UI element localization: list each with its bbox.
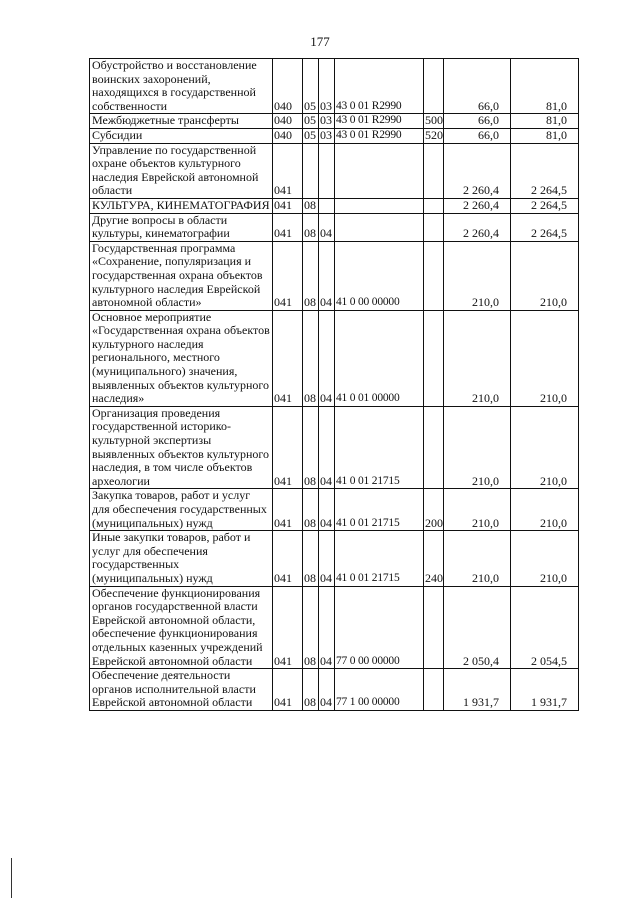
row-section-code: 08 [303,489,319,531]
row-ministry-code: 041 [273,198,303,213]
row-expense-type-code [424,669,444,711]
row-section-code: 08 [303,406,319,489]
row-amount-1: 66,0 [444,128,511,143]
row-expense-type-code [424,406,444,489]
table-row [90,143,579,198]
row-name: Управление по государственной охране объектов культурного наследия Еврейской автономной области [90,143,273,198]
row-ministry-code: 041 [273,489,303,531]
row-amount-2: 2 264,5 [511,213,579,241]
table-body [90,59,579,711]
row-section-code: 05 [303,59,319,114]
row-subsection-code: 04 [319,213,335,241]
row-subsection-code: 04 [319,406,335,489]
row-amount-2: 81,0 [511,128,579,143]
row-subsection-code: 03 [319,128,335,143]
row-ministry-code: 041 [273,241,303,310]
row-subsection-code: 04 [319,669,335,711]
row-subsection-code: 04 [319,586,335,669]
row-amount-1: 66,0 [444,59,511,114]
row-name: Обустройство и восстановление воинских захоронений, находящихся в государственной собственности [90,59,273,114]
row-ministry-code: 041 [273,143,303,198]
row-amount-2: 210,0 [511,489,579,531]
row-section-code: 08 [303,669,319,711]
table-row [90,531,579,586]
row-amount-1: 2 260,4 [444,213,511,241]
row-amount-2: 210,0 [511,310,579,406]
row-expense-type-code [424,59,444,114]
table-row [90,310,579,406]
row-name: Закупка товаров, работ и услуг для обеспечения государственных (муниципальных) нужд [90,489,273,531]
row-target-code: 41 0 01 21715 [335,489,424,531]
row-expense-type-code: 520 [425,128,443,142]
row-amount-2: 81,0 [511,59,579,114]
row-amount-1: 210,0 [444,489,511,531]
row-target-code: 41 0 01 00000 [335,310,424,406]
row-name: Иные закупки товаров, работ и услуг для обеспечения государственных (муниципальных) нужд [90,531,273,586]
row-amount-2: 2 054,5 [511,586,579,669]
row-section-code: 05 [303,114,319,129]
row-target-code: 77 1 00 00000 [335,669,424,711]
row-target-code: 43 0 01 R2990 [335,59,424,114]
row-target-code: 41 0 01 21715 [335,531,424,586]
row-ministry-code: 040 [273,128,303,143]
row-target-code [335,198,424,213]
row-name: Другие вопросы в области культуры, кинематографии [90,213,273,241]
row-subsection-code: 03 [319,114,335,129]
row-amount-1: 2 260,4 [444,143,511,198]
row-ministry-code: 041 [273,310,303,406]
table-row [90,586,579,669]
row-subsection-code: 03 [319,59,335,114]
row-expense-type-code [424,310,444,406]
row-amount-2: 210,0 [511,241,579,310]
page-number: 177 [310,34,330,49]
table-row [90,114,579,129]
row-name: КУЛЬТУРА, КИНЕМАТОГРАФИЯ [90,198,273,213]
row-target-code: 43 0 01 R2990 [335,128,424,143]
row-subsection-code: 04 [319,310,335,406]
row-subsection-code: 04 [319,241,335,310]
row-amount-1: 1 931,7 [444,669,511,711]
row-amount-1: 2 050,4 [444,586,511,669]
row-amount-2: 81,0 [511,114,579,129]
row-expense-type-code [424,198,444,213]
row-target-code: 41 0 00 00000 [335,241,424,310]
row-subsection-code: 04 [319,531,335,586]
row-target-code: 41 0 01 21715 [335,406,424,489]
table-row [90,241,579,310]
row-ministry-code: 041 [273,586,303,669]
table-row [90,489,579,531]
row-subsection-code [319,143,335,198]
table-row [90,59,579,114]
table-row [90,406,579,489]
row-amount-1: 210,0 [444,406,511,489]
table-row [90,213,579,241]
row-amount-1: 210,0 [444,310,511,406]
row-target-code: 43 0 01 R2990 [335,114,424,129]
row-ministry-code: 040 [273,114,303,129]
table-row [90,198,579,213]
row-ministry-code: 041 [273,531,303,586]
row-name: Обеспечение функционирования органов государственной власти Еврейской автономной области, обеспечение функционирования отдельных казенных учреждений Еврейской автономной области [90,586,273,669]
row-name: Субсидии [90,128,273,143]
row-ministry-code: 041 [273,213,303,241]
row-section-code: 08 [303,310,319,406]
row-expense-type-code: 240 [424,531,444,586]
row-expense-type-code [424,241,444,310]
row-section-code: 08 [303,213,319,241]
row-amount-2: 210,0 [511,406,579,489]
row-expense-type-code [424,586,444,669]
row-section-code: 08 [303,241,319,310]
row-section-code [303,143,319,198]
table-row [90,128,579,143]
row-section-code: 08 [303,531,319,586]
row-amount-1: 210,0 [444,531,511,586]
row-name: Межбюджетные трансферты [90,114,273,129]
row-amount-2: 2 264,5 [511,198,579,213]
row-section-code: 05 [303,128,319,143]
row-name: Государственная программа «Сохранение, популяризация и государственная охрана объектов культурного наследия Еврейской автономной области» [90,241,273,310]
row-amount-1: 66,0 [444,114,511,129]
row-expense-type-code: 500 [425,113,443,128]
row-subsection-code [319,198,335,213]
row-expense-type-code [424,213,444,241]
row-section-code: 08 [303,198,319,213]
row-expense-type-code [424,143,444,198]
row-expense-type-code: 200 [424,489,444,531]
table-row [90,669,579,711]
row-target-code [335,143,424,198]
row-ministry-code: 041 [273,669,303,711]
row-name: Организация проведения государственной историко-культурной экспертизы выявленных объектов культурного наследия, в том числе объектов археологии [90,406,273,489]
row-amount-2: 2 264,5 [511,143,579,198]
row-amount-1: 210,0 [444,241,511,310]
row-subsection-code: 04 [319,489,335,531]
row-name: Обеспечение деятельности органов исполнительной власти Еврейской автономной области [90,669,273,711]
budget-table [89,58,579,711]
margin-mark [11,858,12,898]
row-amount-2: 1 931,7 [511,669,579,711]
row-section-code: 08 [303,586,319,669]
row-ministry-code: 041 [273,406,303,489]
row-target-code [335,213,424,241]
row-amount-2: 210,0 [511,531,579,586]
row-target-code: 77 0 00 00000 [335,586,424,669]
row-ministry-code: 040 [273,59,303,114]
row-amount-1: 2 260,4 [444,198,511,213]
row-name: Основное мероприятие «Государственная охрана объектов культурного наследия регионального, местного (муниципального) значения, выявленных объектов культурного наследия» [90,310,273,406]
